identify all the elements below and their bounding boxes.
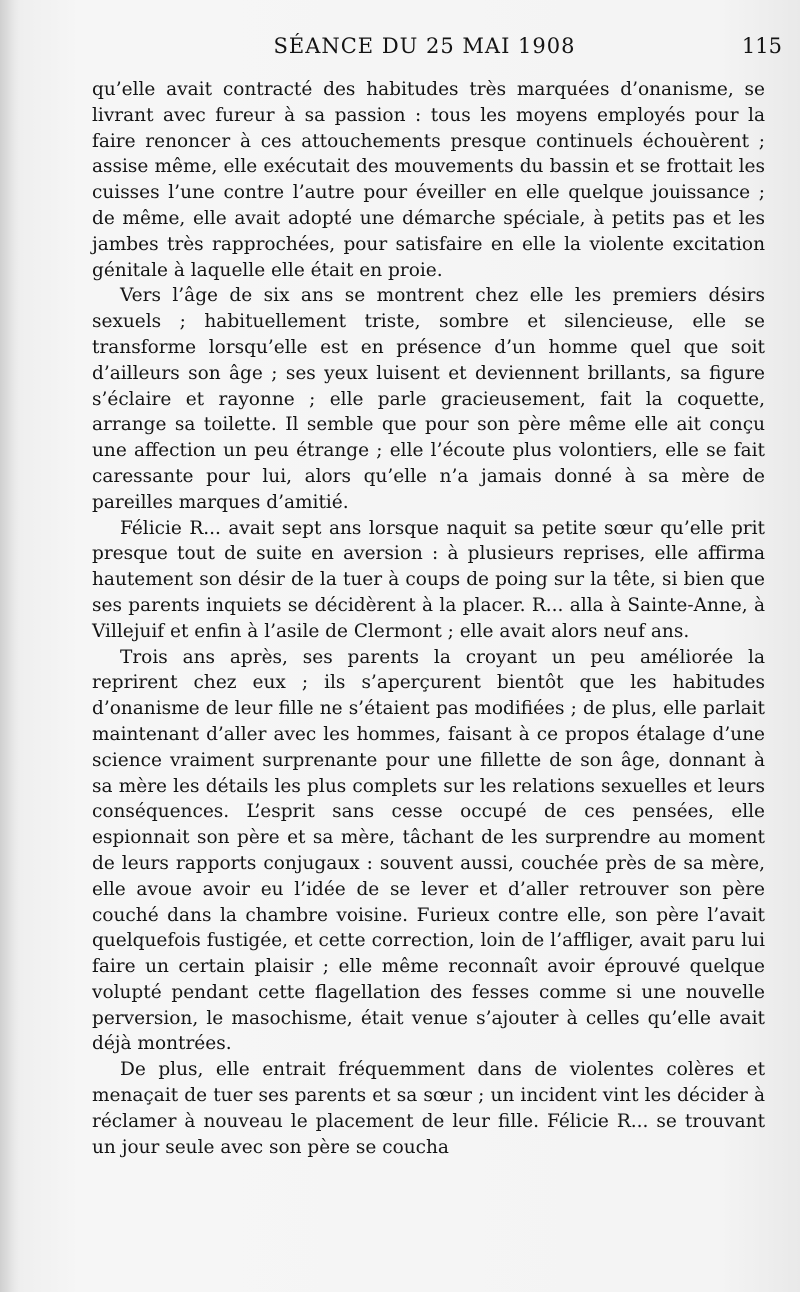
paragraph: Trois ans après, ses parents la croyant un peu améliorée la reprirent chez eux ; ils s’aperçurent bientôt que les habitudes d’onanisme de leur fille ne s’étaient pas modifiées ; de plus, elle parlait maintenant d’aller avec les hommes, faisant à ce propos étalage d’une science vraiment surprenante pour une fillette de son âge, donnant à sa mère les détails les plus complets sur les relations sexuelles et leurs conséquences. L’esprit sans cesse occupé de ces pensées, elle espionnait son père et sa mère, tâchant de les surprendre au moment de leurs rapports conjugaux : souvent aussi, couchée près de sa mère, elle avoue avoir eu l’idée de se lever et d’aller retrouver son père couché dans la chambre voisine. Furieux contre elle, son père l’avait quelquefois fustigée, et cette correction, loin de l’affliger, avait paru lui faire un certain plaisir ; elle même reconnaît avoir éprouvé quelque volupté pendant cette flagellation des fesses comme si une nouvelle perversion, le masochisme, était venue s’ajouter à celles qu’elle avait déjà montrées.: [92, 646, 765, 1055]
body-text: [92, 77, 765, 1160]
paragraph: Félicie R... avait sept ans lorsque naquit sa petite sœur qu’elle prit presque tout de suite en aversion : à plusieurs reprises, elle affirma hautement son désir de la tuer à coups de poing sur la tête, si bien que ses parents inquiets se décidèrent à la placer. R... alla à Sainte-Anne, à Villejuif et enfin à l’asile de Clermont ; elle avait alors neuf ans.: [92, 517, 765, 642]
page-number: 115: [741, 34, 782, 58]
page-header: [92, 34, 782, 68]
paragraph: De plus, elle entrait fréquemment dans de violentes colères et menaçait de tuer ses parents et sa sœur ; un incident vint les décider à réclamer à nouveau le placement de leur fille. Félicie R... se trouvant un jour seule avec son père se coucha: [92, 1059, 765, 1158]
paragraph: qu’elle avait contracté des habitudes très marquées d’onanisme, se livrant avec fureur à sa passion : tous les moyens employés pour la faire renoncer à ces attouchements presque continuels échouèrent ; assise même, elle exécutait des mouvements du bassin et se frottait les cuisses l’une contre l’autre pour éveiller en elle quelque jouissance ; de même, elle avait adopté une démarche spéciale, à petits pas et les jambes très rapprochées, pour satisfaire en elle la violente excitation génitale à laquelle elle était en proie.: [92, 79, 765, 281]
binding-gutter: [0, 0, 14, 1292]
paragraph: Vers l’âge de six ans se montrent chez elle les premiers désirs sexuels ; habituellement triste, sombre et silencieuse, elle se transforme lorsqu’elle est en présence d’un homme quel que soit d’ailleurs son âge ; ses yeux luisent et deviennent brillants, sa figure s’éclaire et rayonne ; elle parle gracieusement, fait la coquette, arrange sa toilette. Il semble que pour son père même elle ait conçu une affection un peu étrange ; elle l’écoute plus volontiers, elle se fait caressante pour lui, alors qu’elle n’a jamais donné à sa mère de pareilles marques d’amitié.: [92, 285, 765, 513]
running-head: SÉANCE DU 25 MAI 1908: [273, 34, 576, 58]
